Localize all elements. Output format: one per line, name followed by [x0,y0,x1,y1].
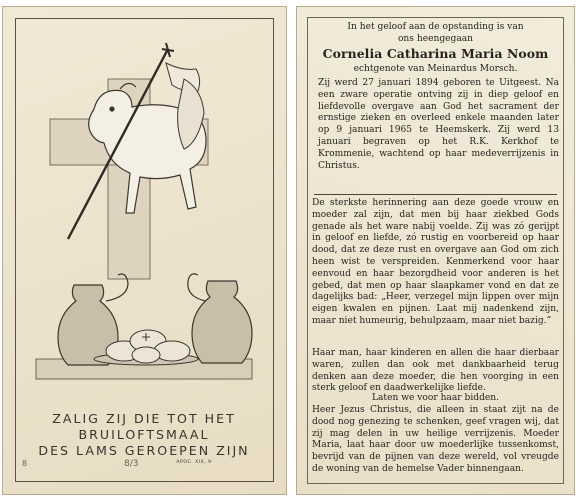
family-paragraph: Haar man, haar kinderen en allen die haar dierbaar waren, zullen dan ook met dankbaarheid terug denken aan deze moeder, die hen voorging in een sterk geloof en daadwerkelijke liefde. [312,348,559,394]
front-border-frame [15,18,274,482]
intro-text [308,22,563,46]
intro-line: In het geloof aan de opstanding is van [347,22,524,32]
spouse-line: echtgenote van Meinardus Morsch. [353,64,518,74]
prayer-paragraph: Heer Jezus Christus, die alleen in staat zijt na de dood nog genezing te schenken, geef vragen wij, dat zij mag delen in uw heilige verrijzenis. Moeder Maria, laat haar door uw moederlijke tussenkomst, bevrijd van de pijnen van deze wereld, vol vreugde de woning van de hemelse Vader binnengaan. [312,405,559,474]
deceased-name: Cornelia Catharina Maria Noom [322,46,549,61]
water-jug-icon [188,274,252,363]
prayer-intro: Laten we voor haar bidden. [371,393,500,403]
beatitude-motto [16,411,272,467]
remembrance-paragraph: De sterkste herinnering aan deze goede vrouw en moeder zal zijn, dat men bij haar ziekbed Gods genade als het ware nabij voelde. Zij was zó gerijpt in geloof en liefde, zó rustig en voorbereid op haar dood, dat ze deze rust en overgave aan God om zich heen wist te verspreiden. Kenmerkend voor haar eenvoud en haar bezorgdheid voor anderen is het gebed, dat men op haar slaapkamer vond en dat ze dagelijks bad: „Heer, verzegel mijn lippen over mijn eigen kwalen en pijnen. Laat mij nadenkend zijn, maar niet humeurig, behulpzaam, maar niet bazig.” [312,198,559,326]
scripture-reference: APOC. XIX, 9 [176,460,212,465]
biography-paragraph: Zij werd 27 januari 1894 geboren te Uitgeest. Na een zware operatie ontving zij in diep geloof en liefdevolle overgave aan God het sacrament der ernstige zieken en overleed enkele maanden later op 9 januari 1965 te Heemskerk. Zij werd 13 januari begraven op het R.K. Kerkhof te Krommenie, wachtend op haar medeverrijzenis in Christus. [318,78,559,171]
intro-line: ons heengegaan [397,33,474,44]
lamb-of-god-illustration [16,19,272,419]
divider [314,194,557,195]
motto-line: BRUILOFTSMAAL [78,427,210,442]
motto-line: ZALIG ZIJ DIE TOT HET [52,411,236,426]
memorial-card-back [296,6,575,495]
memorial-card-front [2,6,287,495]
page-mark: 8/3 [124,459,139,469]
corner-mark: 8 [22,459,28,468]
motto-line: DES LAMS GEROEPEN ZIJN [38,443,250,458]
back-border-frame [307,17,564,484]
